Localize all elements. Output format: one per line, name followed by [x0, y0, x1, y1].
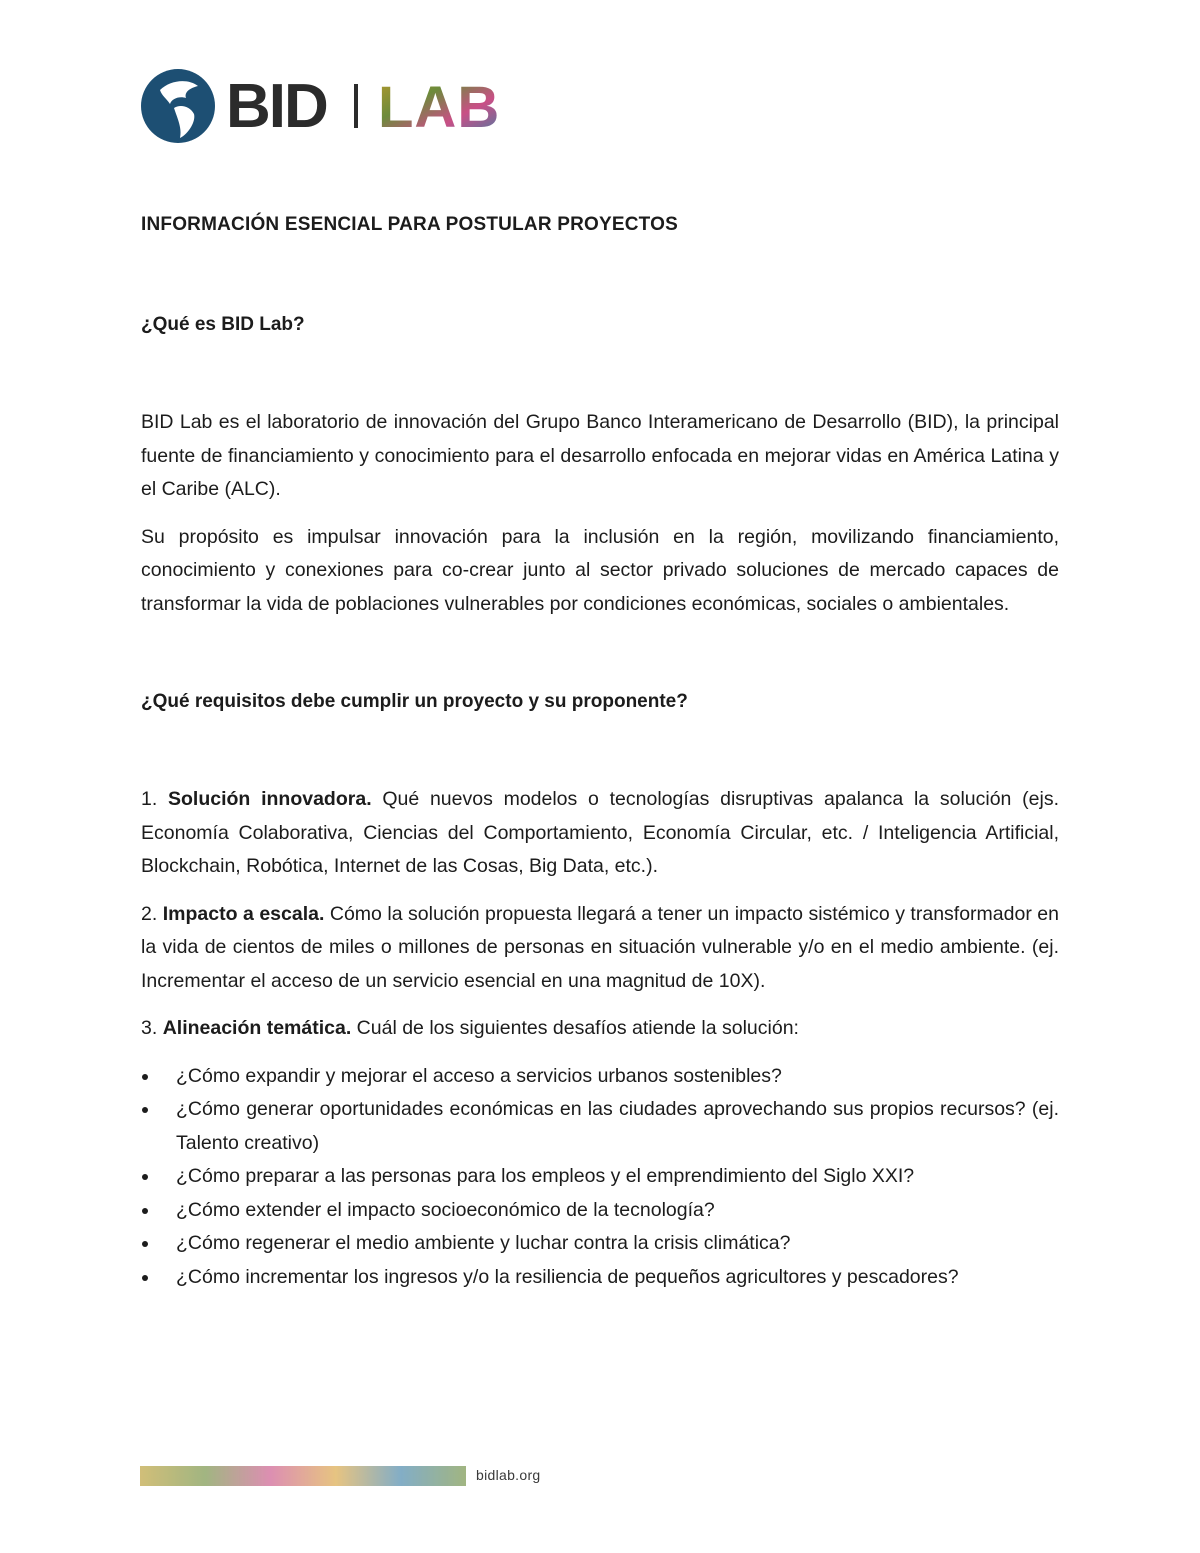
challenges-list	[141, 1060, 1059, 1295]
requirement-item	[141, 1012, 1059, 1046]
section-heading-requirements: ¿Qué requisitos debe cumplir un proyecto y su proponente?	[141, 691, 688, 712]
requirement-item	[141, 898, 1059, 999]
list-item-text: ¿Cómo extender el impacto socioeconómico de la tecnología?	[176, 1198, 715, 1221]
bullet-icon	[142, 1107, 148, 1113]
document-title: INFORMACIÓN ESENCIAL PARA POSTULAR PROYECTOS	[141, 214, 678, 235]
list-item	[141, 1194, 1059, 1228]
paragraph-intro: BID Lab es el laboratorio de innovación del Grupo Banco Interamericano de Desarrollo (BID), la principal fuente de financiamiento y conocimiento para el desarrollo enfocada en mejorar vidas en América Latina y el Caribe (ALC).	[141, 411, 1059, 500]
requirement-text: Cuál de los siguientes desafíos atiende la solución:	[351, 1017, 799, 1039]
bullet-icon	[142, 1241, 148, 1247]
bullet-icon	[142, 1208, 148, 1214]
decorative-pattern-strip	[140, 1466, 466, 1486]
list-item-text: ¿Cómo regenerar el medio ambiente y luchar contra la crisis climática?	[176, 1232, 791, 1254]
section-heading-what: ¿Qué es BID Lab?	[141, 314, 305, 335]
globe-icon	[141, 69, 215, 143]
requirement-number: 2.	[141, 902, 163, 925]
page-footer	[140, 1464, 560, 1488]
requirement-text: Cómo la solución propuesta llegará a tener un impacto sistémico y transformador en la vida de cientos de miles o millones de personas en situación vulnerable y/o en el medio ambiente. (ej. Incrementar el acceso de un servicio esencial en una magnitud de 10X).	[141, 902, 1059, 992]
bullet-icon	[142, 1275, 148, 1281]
requirement-text: Qué nuevos modelos o tecnologías disruptivas apalanca la solución (ejs. Economía Colaborativa, Ciencias del Comportamiento, Economía Circular, etc. / Inteligencia Artificial, Blockchain, Robótica, Internet de las Cosas, Big Data, etc.).	[141, 788, 1059, 877]
requirement-number: 1.	[141, 788, 169, 810]
bid-lab-logo-graphic	[140, 68, 500, 144]
list-item-text: ¿Cómo generar oportunidades económicas en las ciudades aprovechando sus propios recursos? (ej. Talento creativo)	[176, 1098, 1059, 1154]
list-item-text: ¿Cómo preparar a las personas para los empleos y el emprendimiento del Siglo XXI?	[176, 1165, 915, 1187]
list-item	[141, 1261, 1059, 1295]
footer-url[interactable]: bidlab.org	[476, 1467, 541, 1483]
list-item-text: ¿Cómo incrementar los ingresos y/o la resiliencia de pequeños agricultores y pescadores?	[176, 1265, 959, 1288]
bullet-icon	[142, 1174, 148, 1180]
list-item-text: ¿Cómo expandir y mejorar el acceso a servicios urbanos sostenibles?	[176, 1064, 782, 1087]
paragraph-purpose: Su propósito es impulsar innovación para la inclusión en la región, movilizando financiamiento, conocimiento y conexiones para co-crear junto al sector privado soluciones de mercado capaces de transformar la vida de poblaciones vulnerables por condiciones económicas, sociales o ambientales.	[141, 525, 1059, 615]
requirement-label: Impacto a escala.	[162, 902, 325, 925]
requirement-number: 3.	[141, 1017, 163, 1039]
list-item	[141, 1060, 1059, 1094]
requirement-label: Solución innovadora.	[168, 788, 372, 810]
list-item	[141, 1160, 1059, 1194]
bid-lab-logo	[140, 68, 500, 144]
list-item	[141, 1093, 1059, 1160]
bullet-icon	[142, 1074, 148, 1080]
svg-text:BID: BID	[226, 72, 327, 141]
svg-text:LAB: LAB	[378, 75, 500, 140]
requirement-item	[141, 783, 1059, 884]
list-item	[141, 1227, 1059, 1261]
document-body	[141, 210, 1059, 1294]
requirement-label: Alineación temática.	[162, 1017, 352, 1039]
